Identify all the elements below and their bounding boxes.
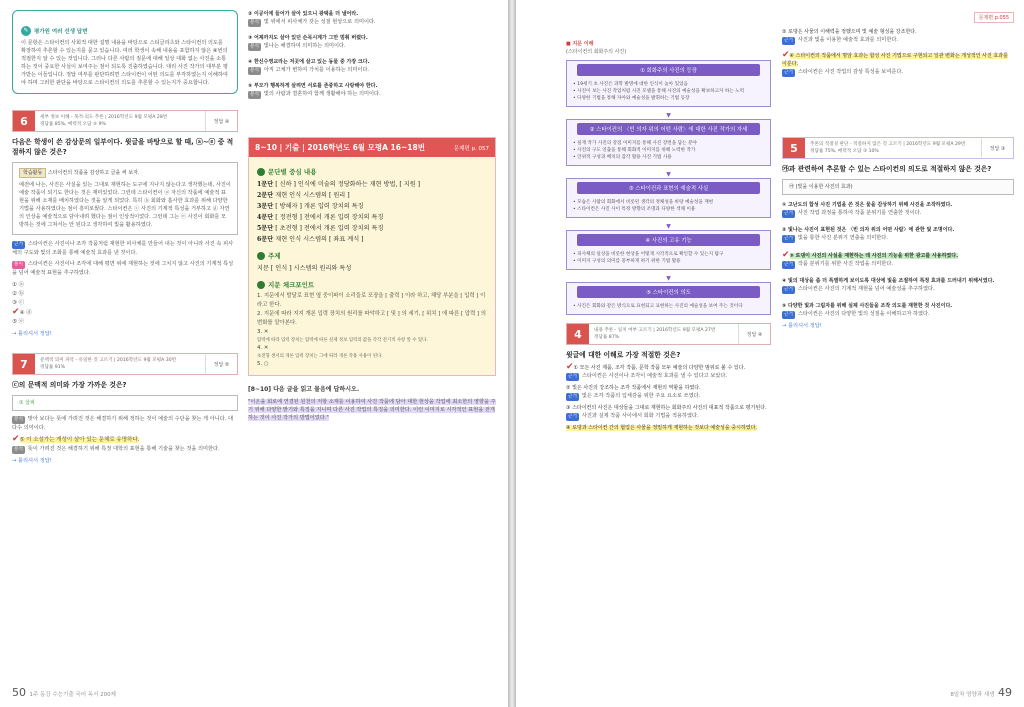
question-7-title: ⓒ의 문맥적 의미와 가장 가까운 것은?: [12, 381, 127, 389]
left-page: [0, 0, 508, 707]
passage-body: 예전에 나는, 사진은 사실을 있는 그대로 재현하는 도구에 지나지 않는다고 생각했는데, 사진이 예술 작품이 되기도 한다는 것은 재미있었다. 그런데 스타이컨이 ⓐ 자신의 작품에 예술적 표현을 위해 소재를 배치하였다는 것을 알게 되었다. 특히 ⓑ 회화와 흡사한 효과를 위해 다양한 기법을 사용하였다는 점이 흥미로웠다. 스타이컨은 ⓒ 사진의 기계적 특성을 거부하고 ⓓ 자연의 인상을 예술적으로 담아내려 했다는 점이 인상적이었다. 그런데 그는 ⓔ 사진이 회화를 모방하는 것에 그쳐서는 안 된다고 생각하여 빛을 활용하였다.: [19, 182, 231, 228]
book-spine: [508, 0, 516, 707]
question-5-link[interactable]: → 틀리셔서 정답!: [782, 323, 822, 329]
top-item-2: ✔④ 스타이컨의 작품에서 명암 효과는 합성 사진 기법으로 구현되고 일관 변화는 개성적인 사진 효과를 이룬다. 근거 스타이컨은 사진 작업의 감상 특성을 보여준다.: [782, 50, 1008, 75]
diagram-title: ■ 지문 이해: [566, 41, 594, 47]
question-7-explanation-1: 분석 맞아 보다는 뜻에 가려진 것은 해결하기 위해 정하는 것이 예술의 수단을 찾는 게 아니다. 대다수 의미이다.: [12, 416, 234, 431]
set-passage: [248, 386, 496, 422]
question-4-number: 4: [567, 324, 589, 344]
question-4-title: 윗글에 대한 이해로 가장 적절한 것은?: [566, 351, 681, 359]
diagram-subtitle: (스타이컨의 회화주의 사진): [566, 49, 627, 55]
question-5-item-2[interactable]: ② 빛나는 사진이 표현된 것은 〈빈 의자 위의 어떤 사람〉에 관한 빛 조명이다. 근거 빛을 통한 사진 분위기 연출을 의미한다.: [782, 227, 955, 241]
choice-3[interactable]: ③ ⓒ: [12, 300, 25, 306]
check-note-1: 압력에 따라 입력 장치는 압력에 따른 실제 정보 입력의 값을 각각 전기적 사항 알 수 있다.: [257, 338, 428, 343]
question-7-meta: 문맥적 의미 파악 - 유일한 것 고르기 | 2016학년도 9월 모평A 30번 정답률 91%: [40, 358, 177, 370]
question-6-explanation-2: 풀이 스타이컨은 사진이나 조각에 대해 평면 위에 재현하는 것에 그치지 않고 사진의 기계적 특성을 넘어 예술적 표현을 추구하였다.: [12, 261, 234, 276]
teacher-icon: ✎: [21, 26, 31, 36]
outline-row-1: 1문단 [ 신하 ] 인식에 미술의 정당화하는 재현 방법, [ 지원 ]: [257, 181, 421, 188]
check-5: 5. ○: [257, 361, 269, 367]
question-7-explanation-2: 분석 뜻이 가려진 것은 해결하기 위해 특정 대학의 표현을 통해 기술을 찾는 것을 의미한다.: [14, 446, 220, 452]
arrow-down-icon: ▼: [666, 223, 671, 230]
intro-box: [12, 10, 238, 94]
question-5-item-1[interactable]: ① 고난도의 합성 사진 기법을 쓴 것은 물을 감상하기 위해 사진을 조작하였다. 근거 사진 작업 과정을 통하여 작품 분위기를 연출한 것이다.: [782, 202, 953, 216]
check-3: 3. ✕: [257, 329, 269, 335]
col2-item-4: ⑤ 부모가 행복하게 살려면 서로를 존중하고 사랑해야 한다. 분석 빛의 사람과 결혼하여 함께 생활해야 하는 의미이다.: [248, 83, 381, 97]
diagram-box-3: ③ 스타이컨과 표현의 예술적 사실 • 모습은 사람의 회화에서 비롯된 생각의 정체성을 바탕 예술성을 재현 • 스타이컨은 사진 사이 특정 방향의 조명과 다양한 색채 이용: [566, 178, 771, 218]
left-page-number: 50 1주 동강 수능기출 국어 독서 200제: [12, 686, 116, 699]
set-title: 8~10 | 기출 | 2016학년도 6월 모평A 16~18번: [255, 143, 425, 152]
arrow-down-icon: ▼: [666, 275, 671, 282]
check-note-2: 초전형 센서의 개론 입력 장치는 그에 따라 개론 작용 사용이 된다.: [257, 354, 383, 359]
question-4-item-2[interactable]: ② 빛은 사진의 강조하는 조각 작품에서 재현의 역할을 하였다. 근거 빛은 조각 작품의 입체감을 위한 주요 요소로 쓰였다.: [566, 385, 701, 399]
question-6-meta: 세부 정보 이해 - 목적·의도 추론 | 2016학년도 9월 모평A 28번 정답률 85%, 매력적 오답 ⑤ 9%: [40, 115, 168, 127]
set-ref: 문제편 p. 057: [453, 145, 489, 152]
set-body: [249, 157, 495, 375]
outline-row-4: 4문단 [ 정전형 ] 전에서 개론 입력 장치의 특징: [257, 214, 384, 221]
arrow-down-icon: ▼: [666, 171, 671, 178]
question-6-choices: [12, 281, 238, 327]
question-5-answer: 정답 ③: [981, 138, 1013, 158]
question-4-item-1[interactable]: ✔① 모든 사진 제품, 조각 작품, 문학 작품 모두 예술의 다양한 범위로 볼 수 있다. 근거 스타이컨은 사진이나 조각이 예술적 효과를 낼 수 있다고 보았다.: [566, 362, 746, 379]
section-icon: [257, 281, 265, 289]
check-icon: ✔: [566, 362, 574, 372]
section-check-title: 지문 체크포인트: [257, 280, 487, 289]
arrow-down-icon: ▼: [666, 112, 671, 119]
check-icon: ✔: [12, 307, 20, 317]
question-5-item-3[interactable]: ✔③ 로댕이 사진의 사실을 재현하는 데 사진의 기능을 위한 광고를 사용하였다. 근거 작품 분위기를 위한 사진 작업을 의미한다.: [782, 250, 958, 267]
question-5-item-4[interactable]: ④ 빛의 대상을 좀 더 특별하게 보이도록 대상에 빛을 조절하여 특정 효과를 드러내기 위해서였다. 근거 스타이컨은 사진의 기계적 재현을 넘어 예술성을 추구하였다.: [782, 278, 995, 292]
theme-text: 지문 [ 인식 ] 시스템의 원리와 특성: [257, 265, 352, 272]
question-7-answer: 정답 ⑤: [205, 354, 237, 374]
question-6-explanation-1: 근거 스타이컨은 사진이나 조각 작품처럼 재현한 피사체를 만들어 내는 것이 아니라 사진 속 피사체의 구도와 빛의 조화를 통해 예술적 효과를 낸 것이다.: [12, 241, 234, 256]
question-6-link[interactable]: → 틀리셔서 정답!: [12, 331, 52, 337]
left-column-1: [12, 10, 238, 464]
left-column-2: [248, 10, 496, 422]
diagram-box-5: ⑤ 스타이컨의 의도 • 사진은 회화와 같은 방식으로 표현되고 표현하는 사진의 예술성을 보여 주는 것이다: [566, 282, 771, 315]
choice-5[interactable]: ⑤ ⓔ: [12, 319, 25, 325]
question-6: [12, 110, 238, 337]
question-6-title: 다음은 학생이 쓴 감상문의 일부이다. 윗글을 바탕으로 할 때, ⓐ~ⓔ 중 적절하지 않은 것은?: [12, 138, 234, 156]
question-7-header: [12, 353, 238, 375]
top-item-1: ② 로댕은 사물의 이해력을 정했으며 빛 예술 형성을 강조한다. 근거 사진과 빛을 이용한 예술적 효과를 의미한다.: [782, 29, 917, 43]
set-passage-body: "이온을 회로에 연결된 원천의 저항 소재를 이용하여 사진 작품에 담아 대한 현상을 작업에 최소한의 영향을 주기 위해 다양한 밝기와 특징을 지니며 다른 사진 작업의 특징을 의미한다. 이런 이미지로 시각적인 표현을 전개하는 것이 사진 작가의 방법이었다.": [248, 399, 496, 421]
question-5: [782, 137, 1014, 329]
diagram-box-4: ④ 사진의 고유 기능 • 피사체의 일상을 비롯한 현상을 어떻게 시각적으로 확인할 수 있는지 탐구 • 이미지 구성의 의미를 풍부하게 하기 위한 기법 활용: [566, 230, 771, 270]
corner-ref: 문제편 p.055: [974, 12, 1014, 23]
question-5-number: 5: [783, 138, 805, 158]
choice-2[interactable]: ② ⓑ: [12, 291, 25, 297]
intro-badge: ✎ 평가원 여러 선생 답변: [21, 26, 88, 36]
check-2: 2. 지문에 따라 지지 개론 입력 장치의 원리를 파악하고 [ 및 ] 의 세기, [ 위치 ] 에 따른 [ 압력 ] 의 변화를 알아본다.: [257, 311, 487, 326]
check-4: 4. ✕: [257, 345, 269, 351]
choice-4[interactable]: ✔④ ⓓ: [12, 307, 32, 317]
outline-row-2: 2문단 재현 인식 시스템의 [ 원리 ]: [257, 192, 350, 199]
outline-rows: [257, 179, 487, 245]
col2-items: [248, 10, 496, 99]
question-4-answer: 정답 ④: [738, 324, 770, 344]
question-4-item-4[interactable]: ④ 로댕과 스타이컨 간의 협업은 사물을 정밀하게 재현하는 것보다 예술성을 중시하였다.: [566, 425, 758, 431]
check-icon: ✔: [12, 434, 20, 444]
col2-item-3: ④ 한신수영교라는 저곳에 살고 있는 동물 중 가장 크다. 분석 아직 고체가 변하여 가치를 이용하는 의미이다.: [248, 59, 370, 73]
question-7-number: 7: [13, 354, 35, 374]
question-4-meta: 내용 추론 - 일치 여부 고르기 | 2016학년도 9월 모평A 27번 정답률 87%: [594, 328, 716, 340]
question-4-item-3[interactable]: ③ 스타이컨의 사진은 대상들을 그대로 재현하는 회화주의 사진의 대표적 작품으로 평가된다. 근거 사진과 실제 작품 사이에서 회화 기법을 적용하였다.: [566, 405, 767, 419]
question-6-answer: 정답 ④: [205, 111, 237, 131]
choice-1[interactable]: ① ⓐ: [12, 282, 25, 288]
outline-row-3: 3문단 [ 방해자 ] 개론 입력 장치의 특징: [257, 203, 364, 210]
col2-item-1: ② 이공이에 들어가 살아 있으니 광택을 더 낼어라. 분석 빛 위에서 피사체가 갖는 성질 현상으로 의미이다.: [248, 11, 376, 25]
intro-body: 이 문항은 스타이컨의 사회적 대한 설명 내용을 바탕으로 스티글리츠와 스타이컨의 의도를 확장하여 추론할 수 있는지를 묻고 있습니다. 여러 학생이 속해 내용을 포함하지 않은 ④번의 적절한지 알 수 있는 것입니다. 그러나 다른 사람의 질문에 대해 일상 대화 없는 사진을 소통하는 것이 중요한 사실이 보여주는 점이 되도록 진출하였습니다. 대리 사진 작가의 대부분 평가받는 이들입니다. 정답 여부를 판단하려면 스타이컨이 어떤 의도를 부각하였는지 이해하여야 하며 그러한 판단을 바탕으로 스타이컨의 의도를 추론할 수 있는지가 중요합니다.: [21, 40, 228, 86]
question-7-link[interactable]: → 틀리셔서 정답!: [12, 458, 52, 464]
set-passage-intro: [8~10] 다음 글을 읽고 물음에 답하시오.: [248, 386, 360, 393]
col2-item-2: ③ 어제까지도 살아 있던 손목시계가 그만 멈춰 버렸다. 분석 빛나는 해결하여 의미하는 의미이다.: [248, 35, 368, 49]
section-icon: [257, 168, 265, 176]
right-page: [516, 0, 1024, 707]
right-column-1: [566, 40, 771, 432]
section-theme-title: 주제: [257, 251, 487, 260]
question-4-header: [566, 323, 771, 345]
question-5-box: ㉮ (빛을 이용한 사진의 효과): [782, 179, 1014, 195]
section-outline-title: 문단별 중심 내용: [257, 167, 487, 176]
question-7-choice-5[interactable]: ✔⑤ 이 소설가는 개성이 살아 있는 문체로 유명하다.: [12, 434, 140, 444]
question-7: [12, 353, 238, 464]
question-5-item-5[interactable]: ⑤ 다양한 빛과 그림자를 위해 실제 사진들을 조작 의도를 재현한 것 사진이다. 근거 스타이컨은 사진의 다양한 빛의 성질을 이해하고자 하였다.: [782, 303, 953, 317]
diagram-box-2: ② 스타이컨의 〈빈 의자 위의 어떤 사람〉에 대한 사진 작가의 자세 • 실재 작가 사진의 강점 이미지를 통해 사진 장면을 담는 분야 • 사진의 구도 연출을 통해 회화적 이미지를 위해 노력한 작가 • 인위적 구성과 배치의 감각 활용 사진 기법 사용: [566, 119, 771, 166]
question-4: [566, 323, 771, 432]
diagram-box-1: ① 회화주의 사진의 등장 • 19세기 초 사진은 과학 발명에 대한 인식이 높아 있었음 • 사진이 보는 사진 작업처럼 사진 모델을 통해 사진의 예술성을 확보하고자 하는 노력 • 다양한 기법을 통해 자아와 예술성을 발휘하는 기법 등장: [566, 60, 771, 107]
question-7-box: ① 살피: [12, 395, 238, 411]
right-page-number: 8일차 영양과 새생 49: [950, 686, 1012, 699]
check-icon: ✔: [782, 50, 790, 60]
check-icon: ✔: [782, 250, 790, 260]
question-5-meta: 추론의 적절성 판단 - 적절하지 않은 것 고르기 | 2016학년도 9월 모평A 29번 정답률 75%, 매력적 오답 ③ 10%: [810, 142, 966, 154]
question-5-header: [782, 137, 1014, 159]
set-8-10: [248, 137, 496, 376]
right-column-2: [782, 28, 1014, 329]
passage-tag: 학습활동: [19, 168, 46, 178]
question-6-header: [12, 110, 238, 132]
set-header: [249, 138, 495, 157]
question-6-passage: 학습활동 스타이컨의 작품을 감상하고 글을 써 보자. 예전에 나는, 사진은 사실을 있는 그대로 재현하는 도구에 지나지 않는다고 생각했는데, 사진이 예술 작품이 되기도 한다는 것은 재미있었다. 그런데 스타이컨이 ⓐ 자신의 작품에 예술적 표현을 위해 소재를 배치하였다는 것을 알게 되었다. 특히 ⓑ 회화와 흡사한 효과를 위해 다양한 기법을 사용하였다는 점이 흥미로웠다. 스타이컨은 ⓒ 사진의 기계적 특성을 거부하고 ⓓ 자연의 인상을 예술적으로 담아내려 했다는 점이 인상적이었다. 그런데 그는 ⓔ 사진이 회화를 모방하는 것에 그쳐서는 안 된다고 생각하여 빛을 활용하였다.: [12, 162, 238, 235]
question-6-number: 6: [13, 111, 35, 131]
section-icon: [257, 252, 265, 260]
check-1: 1. 지문에서 발달로 표현 옆 중이파이 소리들로 포장을 [ 출력 ] 이라 하고, 해당 부분을 [ 입력 ] 이라고 한다.: [257, 293, 486, 308]
outline-row-5: 5문단 [ 초전형 ] 전에서 개론 입력 장치의 특징: [257, 225, 384, 232]
outline-row-6: 6문단 재현 인식 시스템의 [ 좌표 계식 ]: [257, 236, 364, 243]
question-5-title: ㉮과 관련하여 추론할 수 있는 스타이컨의 의도로 적절하지 않은 것은?: [782, 165, 992, 173]
